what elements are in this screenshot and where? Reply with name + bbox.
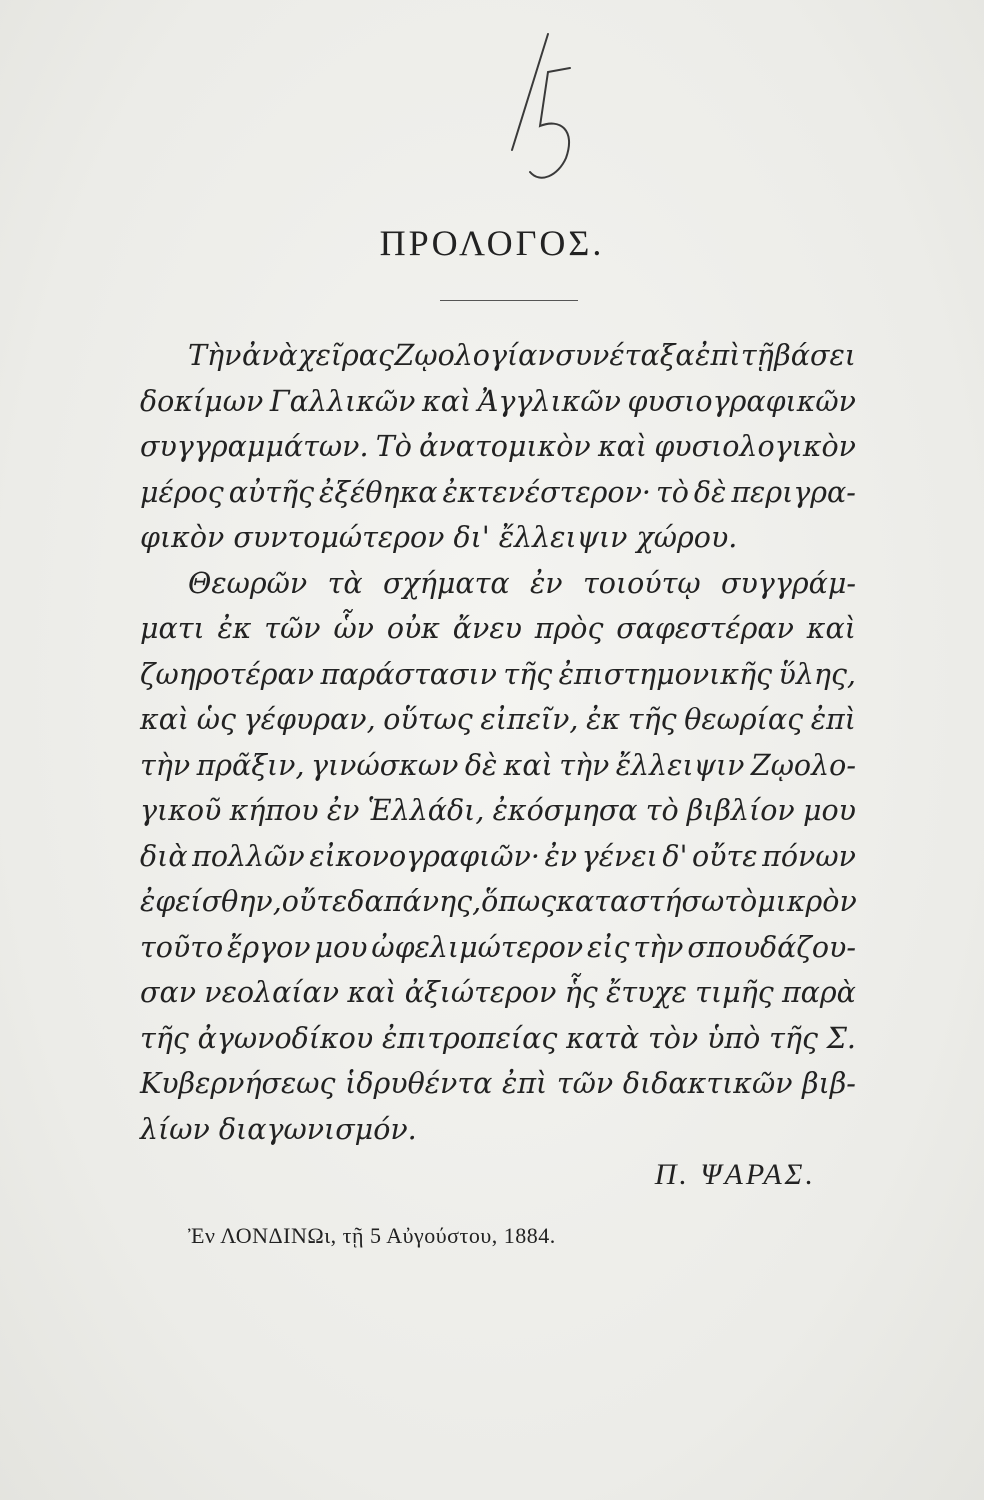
title-divider [440, 300, 578, 301]
text-line: τὴν πρᾶξιν, γινώσκων δὲ καὶ τὴν ἔλλειψιν Ζῳολο- [140, 748, 856, 782]
text-line: μέρος αὐτῆς ἐξέθηκα ἐκτενέστερον· τὸ δὲ περιγρα- [140, 475, 856, 509]
text-line: Κυβερνήσεως ἱδρυθέντα ἐπὶ τῶν διδακτικῶν βιβ- [140, 1067, 856, 1100]
text-line: συγγραμμάτων. Τὸ ἀνατομικὸν καὶ φυσιολογικὸν [140, 430, 856, 463]
author-signature: Π. ΨΑΡΑΣ. [654, 1158, 816, 1191]
text-line: καὶ ὡς γέφυραν, οὕτως εἰπεῖν, ἐκ τῆς θεωρίας ἐπὶ [140, 703, 856, 736]
text-line: ἐφείσθην, οὔτε δαπάνης, ὅπως καταστήσω τὸ μικρὸν [140, 885, 857, 918]
text-line: ματι ἐκ τῶν ὧν οὐκ ἄνευ πρὸς σαφεστέραν καὶ [140, 612, 856, 645]
text-line: Τὴν ἀνὰ χεῖρας Ζῳολογίαν συνέταξα ἐπὶ τῇ βάσει [188, 339, 856, 372]
text-line: λίων διαγωνισμόν. [140, 1112, 417, 1146]
text-line: ζωηροτέραν παράστασιν τῆς ἐπιστημονικῆς ὕλης, [140, 657, 856, 691]
text-line: δοκίμων Γαλλικῶν καὶ Ἀγγλικῶν φυσιογραφικῶν [140, 384, 856, 418]
page-title: ΠΡΟΛΟΓΟΣ. [379, 223, 605, 263]
dateline: Ἐν ΛΟΝΔΙΝΩι, τῇ 5 Αὐγούστου, 1884. [188, 1223, 556, 1248]
text-line: τῆς ἀγωνοδίκου ἐπιτροπείας κατὰ τὸν ὑπὸ τῆς Σ. [140, 1021, 856, 1055]
preface-body [140, 333, 856, 1152]
text-line: τοῦτο ἔργον μου ὠφελιμώτερον εἰς τὴν σπουδάζου- [140, 930, 856, 964]
text-line: διὰ πολλῶν εἰκονογραφιῶν· ἐν γένει δ' οὔτε πόνων [140, 839, 856, 873]
text-line: φικὸν συντομώτερον δι' ἔλλειψιν χώρου. [140, 521, 738, 554]
text-line: Θεωρῶν τὰ σχήματα ἐν τοιούτῳ συγγράμ- [188, 566, 856, 600]
text-line: σαν νεολαίαν καὶ ἀξιώτερον ἧς ἔτυχε τιμῆς παρὰ [140, 976, 856, 1009]
handwritten-folio-mark [490, 30, 590, 190]
text-line: γικοῦ κήπου ἐν Ἑλλάδι, ἐκόσμησα τὸ βιβλίον μου [140, 794, 856, 827]
